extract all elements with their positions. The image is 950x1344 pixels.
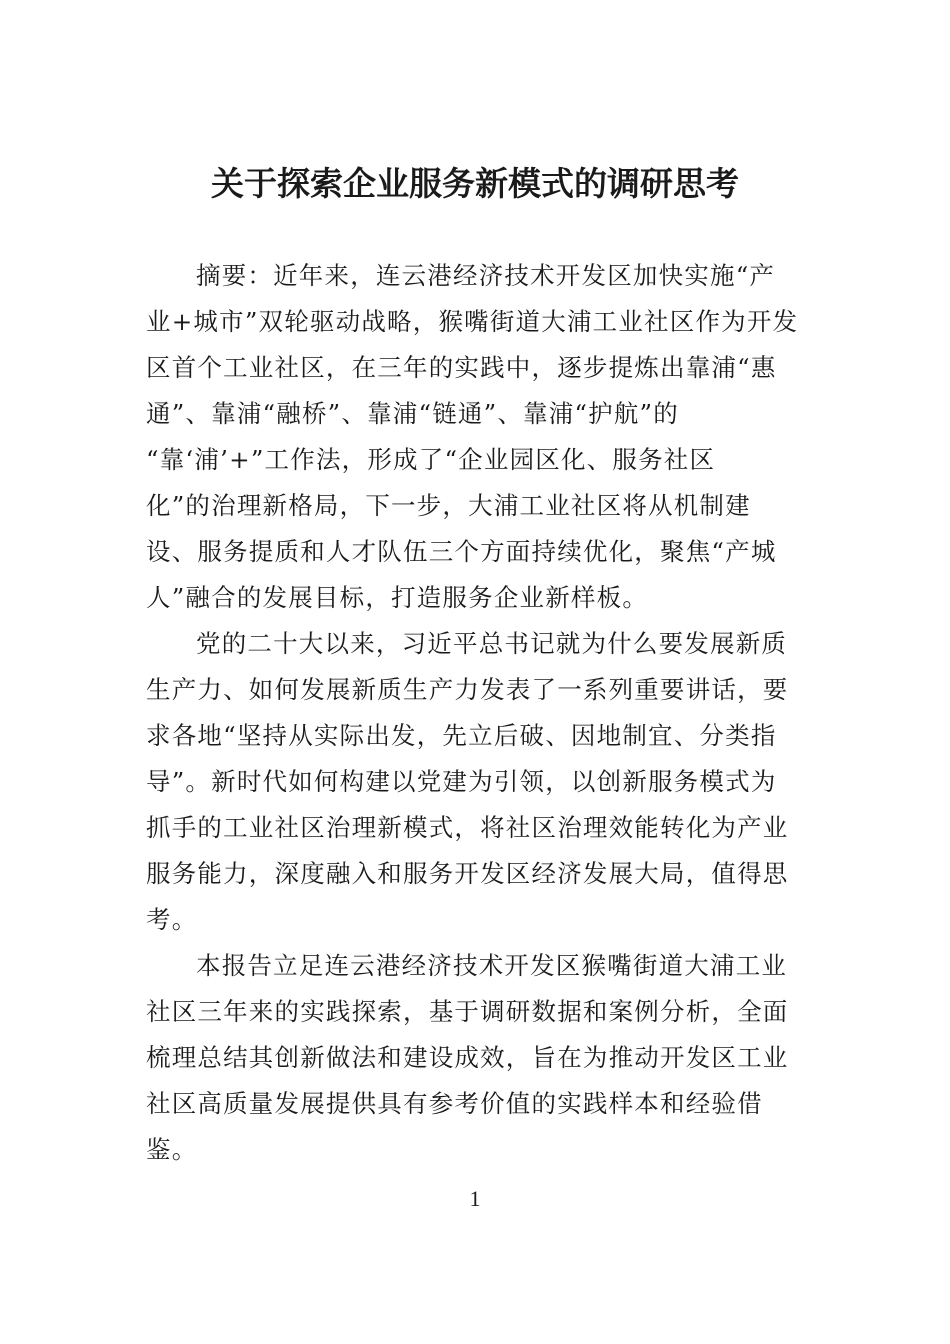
body-paragraph-line: 导”。新时代如何构建以党建为引领，以创新服务模式为 <box>146 767 777 796</box>
body-paragraph-line: 服务能力，深度融入和服务开发区经济发展大局，值得思 <box>146 859 789 888</box>
body-paragraph-line: 本报告立足连云港经济技术开发区猴嘴街道大浦工业 <box>196 951 788 980</box>
body-paragraph-line: 考。 <box>146 905 198 934</box>
abstract-line: 区首个工业社区，在三年的实践中，逐步提炼出靠浦“惠 <box>146 353 777 382</box>
document-title: 关于探索企业服务新模式的调研思考 <box>211 164 739 203</box>
body-paragraph-line: 社区高质量发展提供具有参考价值的实践样本和经验借 <box>146 1089 763 1118</box>
body-paragraph-line: 社区三年来的实践探索，基于调研数据和案例分析，全面 <box>146 997 789 1026</box>
abstract-line: 摘要：近年来，连云港经济技术开发区加快实施“产 <box>196 261 776 290</box>
abstract-line: 通”、靠浦“融桥”、靠浦“链通”、靠浦“护航”的 <box>146 399 679 428</box>
abstract-line: 化”的治理新格局，下一步，大浦工业社区将从机制建 <box>146 491 751 520</box>
body-paragraph-line: 梳理总结其创新做法和建设成效，旨在为推动开发区工业 <box>146 1043 789 1072</box>
body-paragraph-line: 党的二十大以来，习近平总书记就为什么要发展新质 <box>196 629 788 658</box>
body-paragraph-line: 生产力、如何发展新质生产力发表了一系列重要讲话，要 <box>146 675 789 704</box>
abstract-line: 人”融合的发展目标，打造服务企业新样板。 <box>146 583 649 612</box>
abstract-line: “靠‘浦’+”工作法，形成了“企业园区化、服务社区 <box>146 445 716 474</box>
page-number: 1 <box>469 1186 481 1211</box>
abstract-line: 设、服务提质和人才队伍三个方面持续优化，聚焦“产城 <box>146 537 777 566</box>
body-paragraph-line: 抓手的工业社区治理新模式，将社区治理效能转化为产业 <box>146 813 789 842</box>
abstract-line: 业+城市”双轮驱动战略，猴嘴街道大浦工业社区作为开发 <box>146 307 799 336</box>
body-paragraph-line: 鉴。 <box>146 1135 198 1164</box>
body-paragraph-line: 求各地“坚持从实际出发，先立后破、因地制宜、分类指 <box>146 721 777 750</box>
